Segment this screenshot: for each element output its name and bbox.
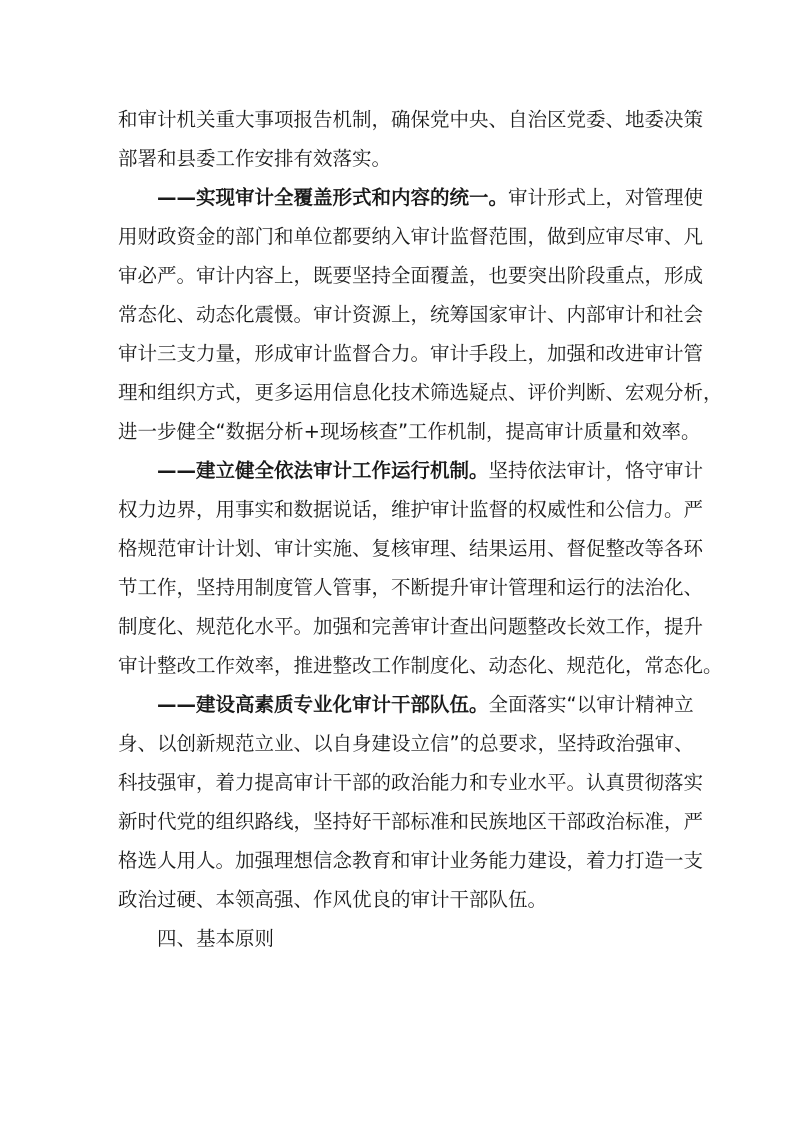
text-line: 权力边界，用事实和数据说话，维护审计监督的权威性和公信力。严 <box>118 498 704 521</box>
paragraph-lead-rest: 坚持依法审计，恪守审计 <box>488 459 704 482</box>
text-line: 制度化、规范化水平。加强和完善审计查出问题整改长效工作，提升 <box>118 615 704 638</box>
text-line: 新时代党的组织路线，坚持好干部标准和民族地区干部政治标准，严 <box>118 810 704 833</box>
text-line: 理和组织方式，更多运用信息化技术筛选疑点、评价判断、宏观分析， <box>118 381 723 404</box>
text-line: 审计三支力量，形成审计监督合力。审计手段上，加强和改进审计管 <box>118 342 704 365</box>
text-line: 进一步健全“数据分析+现场核查”工作机制，提高审计质量和效率。 <box>118 420 701 443</box>
paragraph-lead: ——实现审计全覆盖形式和内容的统一。 <box>157 186 509 209</box>
text-line-first <box>118 685 694 724</box>
text-line: 用财政资金的部门和单位都要纳入审计监督范围，做到应审尽审、凡 <box>118 225 704 248</box>
text-line: 格规范审计计划、审计实施、复核审理、结果运用、督促整改等各环 <box>118 537 704 560</box>
section-heading-text: 四、基本原则 <box>157 927 275 950</box>
paragraph-lead-rest: 全面落实“以审计精神立 <box>488 693 694 716</box>
text-line: 格选人用人。加强理想信念教育和审计业务能力建设，着力打造一支 <box>118 849 704 872</box>
text-line-first <box>118 178 704 217</box>
paragraph-audit-coverage <box>118 178 723 451</box>
paragraph-lead-rest: 审计形式上，对管理使 <box>508 186 704 209</box>
text-line: 部署和县委工作安排有效落实。 <box>118 147 392 170</box>
paragraph-legal-audit <box>118 451 723 685</box>
paragraph-lead: ——建设高素质专业化审计干部队伍。 <box>157 693 489 716</box>
text-line: 常态化、动态化震慑。审计资源上，统筹国家审计、内部审计和社会 <box>118 303 704 326</box>
text-line-first <box>118 451 704 490</box>
text-line: 政治过硬、本领高强、作风优良的审计干部队伍。 <box>118 888 548 911</box>
document-body <box>118 100 723 958</box>
text-line: 科技强审，着力提高审计干部的政治能力和专业水平。认真贯彻落实 <box>118 771 704 794</box>
paragraph-continuation <box>118 100 704 178</box>
text-line: 审必严。审计内容上，既要坚持全面覆盖，也要突出阶段重点，形成 <box>118 264 704 287</box>
text-line: 节工作，坚持用制度管人管事，不断提升审计管理和运行的法治化、 <box>118 576 704 599</box>
text-line: 审计整改工作效率，推进整改工作制度化、动态化、规范化，常态化。 <box>118 654 723 677</box>
text-line: 身、以创新规范立业、以自身建设立信”的总要求，坚持政治强审、 <box>118 732 694 755</box>
text-line: 和审计机关重大事项报告机制，确保党中央、自治区党委、地委决策 <box>118 108 704 131</box>
paragraph-audit-team <box>118 685 704 919</box>
paragraph-lead: ——建立健全依法审计工作运行机制。 <box>157 459 489 482</box>
section-heading <box>118 919 676 958</box>
